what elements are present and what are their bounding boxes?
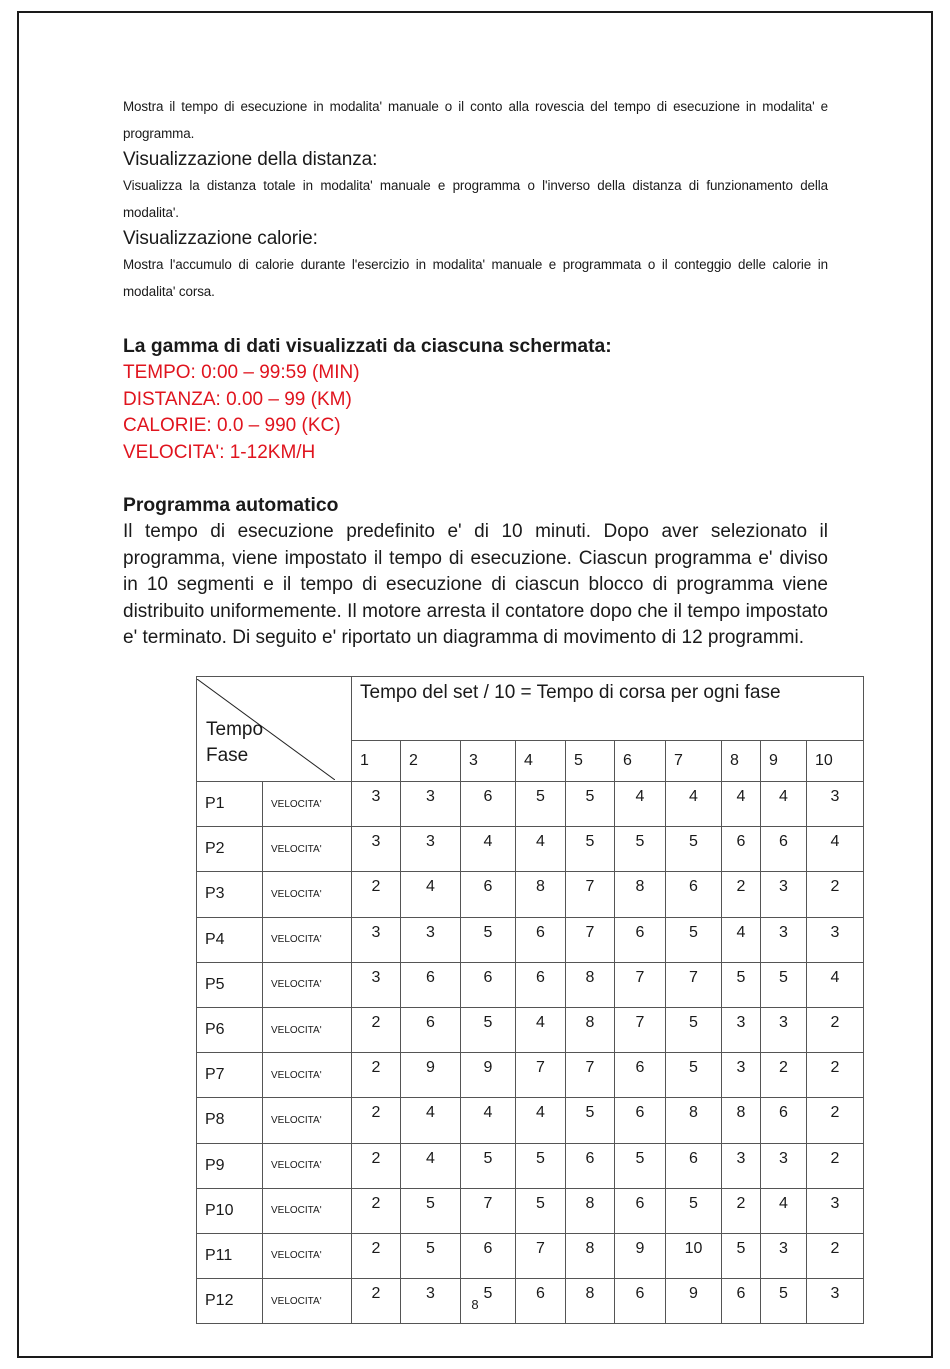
- speed-value: 4: [761, 1188, 807, 1233]
- speed-value: 4: [516, 1098, 566, 1143]
- speed-value: 5: [461, 1143, 516, 1188]
- speed-value: 2: [807, 1007, 864, 1052]
- table-row: [197, 827, 864, 872]
- program-name: P11: [197, 1233, 263, 1278]
- range-calorie: CALORIE: 0.0 – 990 (KC): [123, 415, 341, 436]
- speed-label: VELOCITA': [263, 1143, 352, 1188]
- speed-value: 7: [566, 872, 615, 917]
- column-header: 8: [722, 741, 761, 782]
- speed-label: VELOCITA': [263, 1007, 352, 1052]
- speed-value: 5: [666, 1053, 722, 1098]
- calories-heading: Visualizzazione calorie:: [123, 228, 318, 249]
- speed-value: 3: [401, 917, 461, 962]
- table-row: [197, 1188, 864, 1233]
- speed-value: 7: [615, 1007, 666, 1052]
- speed-value: 5: [516, 1188, 566, 1233]
- speed-value: 5: [566, 827, 615, 872]
- speed-value: 6: [722, 1279, 761, 1324]
- speed-value: 4: [401, 872, 461, 917]
- speed-value: 9: [461, 1053, 516, 1098]
- speed-value: 4: [401, 1098, 461, 1143]
- speed-value: 6: [516, 917, 566, 962]
- corner-label-fase: Fase: [206, 745, 249, 766]
- speed-value: 7: [666, 962, 722, 1007]
- speed-value: 4: [722, 782, 761, 827]
- program-name: P6: [197, 1007, 263, 1052]
- speed-value: 6: [615, 1279, 666, 1324]
- speed-value: 8: [516, 872, 566, 917]
- speed-value: 2: [352, 1098, 401, 1143]
- speed-value: 3: [807, 1188, 864, 1233]
- speed-value: 3: [722, 1143, 761, 1188]
- table-row: [197, 872, 864, 917]
- speed-value: 4: [807, 827, 864, 872]
- speed-value: 5: [722, 962, 761, 1007]
- program-name: P12: [197, 1279, 263, 1324]
- speed-value: 5: [566, 782, 615, 827]
- speed-value: 7: [516, 1053, 566, 1098]
- speed-value: 3: [761, 917, 807, 962]
- speed-value: 3: [352, 827, 401, 872]
- speed-value: 5: [666, 1007, 722, 1052]
- speed-value: 2: [722, 1188, 761, 1233]
- speed-value: 3: [761, 1007, 807, 1052]
- range-distanza: DISTANZA: 0.00 – 99 (KM): [123, 388, 352, 410]
- speed-value: 3: [352, 962, 401, 1007]
- program-name: P1: [197, 782, 263, 827]
- speed-value: 7: [461, 1188, 516, 1233]
- speed-value: 5: [722, 1233, 761, 1278]
- speed-value: 3: [352, 782, 401, 827]
- speed-value: 3: [401, 827, 461, 872]
- speed-value: 5: [566, 1098, 615, 1143]
- program-name: P5: [197, 962, 263, 1007]
- calories-description: Mostra l'accumulo di calorie durante l'esercizio in modalita' manuale e programmata o il conteggio delle calorie in modalita' corsa.: [123, 257, 828, 299]
- table-row: [197, 917, 864, 962]
- speed-value: 6: [761, 827, 807, 872]
- speed-value: 2: [807, 1143, 864, 1188]
- speed-label: VELOCITA': [263, 782, 352, 827]
- speed-value: 8: [722, 1098, 761, 1143]
- speed-value: 2: [352, 1053, 401, 1098]
- speed-value: 2: [352, 1188, 401, 1233]
- speed-value: 7: [566, 1053, 615, 1098]
- speed-value: 2: [807, 1053, 864, 1098]
- speed-value: 4: [401, 1143, 461, 1188]
- column-header: 7: [666, 741, 722, 782]
- speed-value: 5: [761, 1279, 807, 1324]
- speed-value: 3: [761, 1233, 807, 1278]
- column-header: 9: [761, 741, 807, 782]
- range-tempo: TEMPO: 0:00 – 99:59 (MIN): [123, 362, 360, 383]
- table-row: [197, 1007, 864, 1052]
- speed-label: VELOCITA': [263, 962, 352, 1007]
- speed-value: 6: [401, 962, 461, 1007]
- speed-label: VELOCITA': [263, 917, 352, 962]
- column-header: 5: [566, 741, 615, 782]
- speed-value: 6: [516, 1279, 566, 1324]
- speed-value: 6: [615, 917, 666, 962]
- speed-value: 3: [352, 917, 401, 962]
- table-row: [197, 1098, 864, 1143]
- table-row: [197, 1233, 864, 1278]
- speed-value: 5: [761, 962, 807, 1007]
- speed-value: 3: [401, 1279, 461, 1324]
- speed-label: VELOCITA': [263, 1098, 352, 1143]
- page-content: [123, 94, 828, 652]
- corner-label-tempo: Tempo: [206, 719, 264, 740]
- column-header: 2: [401, 741, 461, 782]
- speed-value: 3: [761, 872, 807, 917]
- speed-value: 8: [666, 1098, 722, 1143]
- auto-program-description: Il tempo di esecuzione predefinito e' di 10 minuti. Dopo aver selezionato il programma, viene impostato il tempo di esecuzione. Ciascun programma e' diviso in 10 segmenti e il tempo di esecuzione di ciascun blocco di programma viene distribuito uniformemente. Il motore arresta il contatore dopo che il tempo impostato e' terminato. Di seguito e' riportato un diagramma di movimento di 12 programmi.: [123, 521, 828, 648]
- column-header: 6: [615, 741, 666, 782]
- speed-value: 5: [461, 1279, 516, 1324]
- speed-value: 3: [807, 1279, 864, 1324]
- page-number: 8: [471, 1297, 479, 1312]
- speed-value: 4: [761, 782, 807, 827]
- speed-value: 4: [722, 917, 761, 962]
- speed-label: VELOCITA': [263, 827, 352, 872]
- program-name: P4: [197, 917, 263, 962]
- speed-value: 6: [516, 962, 566, 1007]
- speed-value: 8: [566, 1188, 615, 1233]
- speed-label: VELOCITA': [263, 1279, 352, 1324]
- program-table: [196, 676, 864, 1324]
- speed-value: 3: [722, 1053, 761, 1098]
- program-name: P8: [197, 1098, 263, 1143]
- speed-value: 6: [615, 1188, 666, 1233]
- speed-value: 7: [516, 1233, 566, 1278]
- speed-value: 6: [566, 1143, 615, 1188]
- speed-value: 6: [461, 782, 516, 827]
- table-row: [197, 1053, 864, 1098]
- speed-value: 6: [401, 1007, 461, 1052]
- speed-value: 3: [722, 1007, 761, 1052]
- auto-program-heading: Programma automatico: [123, 495, 339, 516]
- speed-value: 4: [666, 782, 722, 827]
- program-name: P10: [197, 1188, 263, 1233]
- speed-value: 5: [516, 782, 566, 827]
- program-name: P9: [197, 1143, 263, 1188]
- table-header: Tempo del set / 10 = Tempo di corsa per ogni fase: [352, 677, 864, 741]
- speed-value: 2: [807, 1233, 864, 1278]
- speed-value: 9: [666, 1279, 722, 1324]
- speed-value: 6: [615, 1098, 666, 1143]
- speed-value: 6: [722, 827, 761, 872]
- speed-value: 6: [666, 1143, 722, 1188]
- speed-value: 3: [807, 917, 864, 962]
- speed-value: 5: [401, 1233, 461, 1278]
- speed-value: 7: [615, 962, 666, 1007]
- speed-value: 2: [807, 872, 864, 917]
- speed-label: VELOCITA': [263, 1053, 352, 1098]
- range-velocita: VELOCITA': 1-12KM/H: [123, 441, 316, 463]
- table-corner-cell: [197, 677, 352, 782]
- column-header: 10: [807, 741, 864, 782]
- data-range-heading: La gamma di dati visualizzati da ciascuna schermata:: [123, 336, 612, 357]
- speed-value: 5: [615, 1143, 666, 1188]
- speed-value: 10: [666, 1233, 722, 1278]
- speed-value: 9: [401, 1053, 461, 1098]
- speed-value: 8: [566, 1233, 615, 1278]
- speed-value: 4: [516, 827, 566, 872]
- speed-value: 2: [352, 1233, 401, 1278]
- table-row: [197, 962, 864, 1007]
- speed-value: 6: [461, 962, 516, 1007]
- program-name: P7: [197, 1053, 263, 1098]
- speed-value: 2: [352, 1143, 401, 1188]
- speed-value: 7: [566, 917, 615, 962]
- table-row: [197, 782, 864, 827]
- speed-label: VELOCITA': [263, 1233, 352, 1278]
- speed-value: 4: [807, 962, 864, 1007]
- speed-value: 3: [761, 1143, 807, 1188]
- speed-value: 8: [566, 1007, 615, 1052]
- speed-value: 2: [722, 872, 761, 917]
- speed-value: 4: [516, 1007, 566, 1052]
- column-header: 4: [516, 741, 566, 782]
- speed-value: 6: [666, 872, 722, 917]
- speed-value: 4: [461, 1098, 516, 1143]
- speed-value: 3: [401, 782, 461, 827]
- program-name: P3: [197, 872, 263, 917]
- table-row: [197, 1143, 864, 1188]
- speed-value: 6: [461, 872, 516, 917]
- speed-label: VELOCITA': [263, 872, 352, 917]
- speed-value: 2: [761, 1053, 807, 1098]
- speed-value: 2: [352, 1007, 401, 1052]
- speed-value: 5: [401, 1188, 461, 1233]
- program-name: P2: [197, 827, 263, 872]
- speed-value: 5: [666, 917, 722, 962]
- speed-value: 6: [615, 1053, 666, 1098]
- speed-value: 4: [615, 782, 666, 827]
- speed-value: 2: [807, 1098, 864, 1143]
- speed-value: 5: [461, 1007, 516, 1052]
- speed-value: 6: [461, 1233, 516, 1278]
- speed-value: 5: [461, 917, 516, 962]
- speed-value: 8: [566, 1279, 615, 1324]
- speed-value: 2: [352, 1279, 401, 1324]
- speed-value: 2: [352, 872, 401, 917]
- distance-description: Visualizza la distanza totale in modalita' manuale e programma o l'inverso della distanza di funzionamento della modalita'.: [123, 178, 828, 220]
- speed-value: 5: [666, 1188, 722, 1233]
- time-display-description: Mostra il tempo di esecuzione in modalita' manuale o il conto alla rovescia del tempo di esecuzione in modalita' e programma.: [123, 99, 828, 141]
- speed-value: 5: [516, 1143, 566, 1188]
- speed-value: 9: [615, 1233, 666, 1278]
- column-header: 3: [461, 741, 516, 782]
- speed-value: 5: [615, 827, 666, 872]
- speed-value: 4: [461, 827, 516, 872]
- speed-value: 8: [566, 962, 615, 1007]
- speed-value: 8: [615, 872, 666, 917]
- speed-value: 5: [666, 827, 722, 872]
- distance-heading: Visualizzazione della distanza:: [123, 149, 378, 170]
- speed-value: 3: [807, 782, 864, 827]
- speed-label: VELOCITA': [263, 1188, 352, 1233]
- speed-value: 6: [761, 1098, 807, 1143]
- column-header: 1: [352, 741, 401, 782]
